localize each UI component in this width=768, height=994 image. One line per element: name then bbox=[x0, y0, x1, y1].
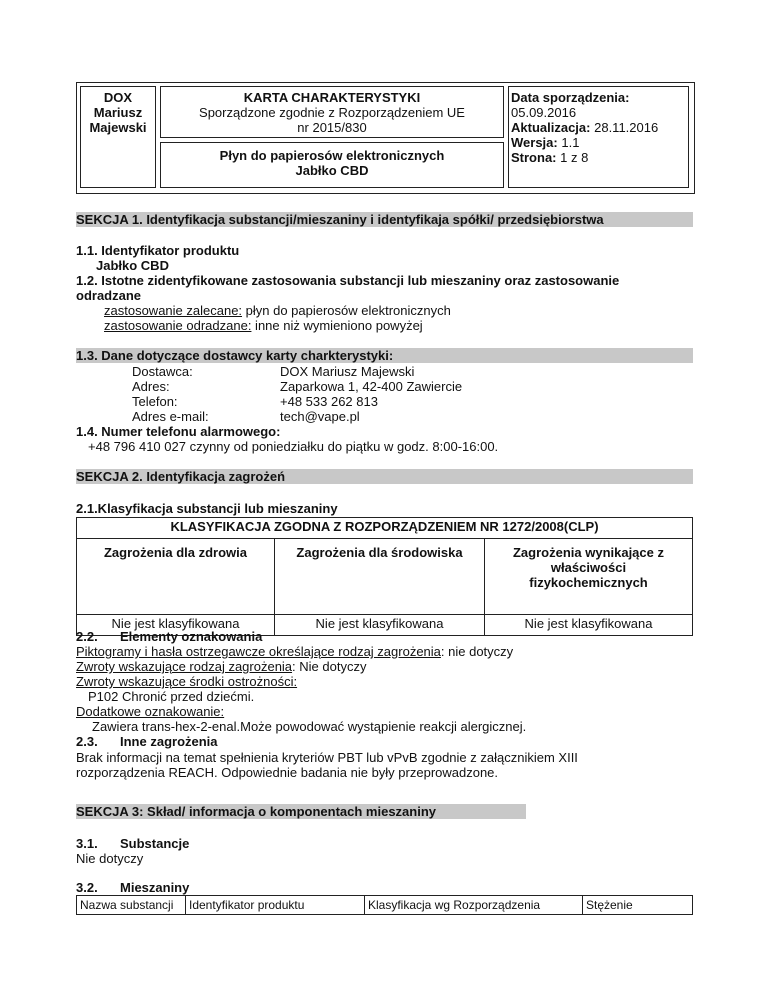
hazard-phrases-line bbox=[76, 659, 366, 674]
supplier-label: Dostawca: bbox=[132, 364, 193, 379]
heading-2-1: 2.1.Klasyfikacja substancji lub mieszaniny bbox=[76, 501, 338, 516]
version-label: Wersja: bbox=[511, 135, 558, 150]
substances-value: Nie dotyczy bbox=[76, 851, 144, 866]
heading-3-1-num: 3.1. bbox=[76, 836, 98, 851]
phone-label: Telefon: bbox=[132, 394, 178, 409]
email-label: Adres e-mail: bbox=[132, 409, 209, 424]
date-value: 05.09.2016 bbox=[511, 105, 577, 120]
doc-subtitle-2: nr 2015/830 bbox=[297, 120, 367, 135]
heading-1-1: 1.1. Identyfikator produktu bbox=[76, 243, 240, 258]
company-line-1: DOX bbox=[103, 90, 133, 105]
section-1-title: SEKCJA 1. Identyfikacja substancji/mieszaniny i identyfikaja spółki/ przedsiębiorstwa bbox=[76, 212, 693, 227]
update-value: 28.11.2016 bbox=[594, 120, 659, 135]
address-value: Zaparkowa 1, 42-400 Zawiercie bbox=[280, 379, 463, 394]
val-health: Nie jest klasyfikowana bbox=[77, 615, 275, 635]
heading-2-3-num: 2.3. bbox=[76, 734, 98, 749]
additional-label: Dodatkowe oznakowanie: bbox=[76, 704, 225, 719]
use-advised-against bbox=[104, 318, 423, 333]
doc-title: KARTA CHARAKTERYSTYKI bbox=[243, 90, 421, 105]
date-label: Data sporządzenia: bbox=[511, 90, 630, 105]
company-line-2: Mariusz bbox=[93, 105, 143, 120]
col-classification: Klasyfikacja wg Rozporządzenia bbox=[365, 896, 583, 914]
classification-table-title: KLASYFIKACJA ZGODNA Z ROZPORZĄDZENIEM NR 1272/2008(CLP) bbox=[77, 518, 692, 539]
heading-1-3: 1.3. Dane dotyczące dostawcy karty charkterystyki: bbox=[76, 348, 693, 363]
email-value: tech@vape.pl bbox=[280, 409, 360, 424]
use-recommended-value: płyn do papierosów elektronicznych bbox=[242, 303, 451, 318]
update-label: Aktualizacja: bbox=[511, 120, 591, 135]
use-advised-value: inne niż wymieniono powyżej bbox=[251, 318, 423, 333]
heading-2-3: Inne zagrożenia bbox=[120, 734, 218, 749]
mixture-table-header bbox=[76, 895, 693, 915]
doc-title-cell bbox=[160, 86, 504, 138]
use-recommended bbox=[104, 303, 451, 318]
precaution-p102: P102 Chronić przed dziećmi. bbox=[88, 689, 255, 704]
heading-1-2-a: 1.2. Istotne zidentyfikowane zastosowania substancji lub mieszaniny oraz zastosowanie bbox=[76, 273, 620, 288]
hazard-phrases-value: : Nie dotyczy bbox=[292, 659, 367, 674]
pictograms-label: Piktogramy i hasła ostrzegawcze określające rodzaj zagrożenia bbox=[76, 644, 441, 659]
section-3-title: SEKCJA 3: Skład/ informacja o komponentach mieszaniny bbox=[76, 804, 526, 819]
page-label: Strona: bbox=[511, 150, 557, 165]
heading-1-4: 1.4. Numer telefonu alarmowego: bbox=[76, 424, 281, 439]
col-concentration: Stężenie bbox=[586, 898, 633, 912]
meta-cell bbox=[508, 86, 689, 188]
precaution-label: Zwroty wskazujące środki ostrożności: bbox=[76, 674, 298, 689]
pictograms-value: : nie dotyczy bbox=[440, 644, 514, 659]
company-cell bbox=[80, 86, 156, 188]
address-label: Adres: bbox=[132, 379, 170, 394]
col-environment: Zagrożenia dla środowiska bbox=[275, 539, 485, 615]
emergency-phone: +48 796 410 027 czynny od poniedziałku do piątku w godz. 8:00-16:00. bbox=[88, 439, 499, 454]
classification-table-header bbox=[77, 539, 692, 615]
product-line-2: Jabłko CBD bbox=[295, 163, 369, 178]
supplier-value: DOX Mariusz Majewski bbox=[280, 364, 415, 379]
col-health: Zagrożenia dla zdrowia bbox=[77, 539, 275, 615]
classification-table bbox=[76, 517, 693, 636]
product-cell bbox=[160, 142, 504, 188]
col-product-identifier: Identyfikator produktu bbox=[186, 896, 365, 914]
pictograms-line bbox=[76, 644, 513, 659]
heading-1-2-b: odradzane bbox=[76, 288, 142, 303]
product-line-1: Płyn do papierosów elektronicznych bbox=[219, 148, 445, 163]
other-hazards-2: rozporządzenia REACH. Odpowiednie badania nie były przeprowadzone. bbox=[76, 765, 499, 780]
heading-3-1: Substancje bbox=[120, 836, 190, 851]
use-recommended-label: zastosowanie zalecane: bbox=[104, 303, 243, 318]
other-hazards-1: Brak informacji na temat spełnienia kryteriów PBT lub vPvB zgodnie z załącznikiem XIII bbox=[76, 750, 578, 765]
version-value: 1.1 bbox=[561, 135, 580, 150]
col-substance-name: Nazwa substancji bbox=[77, 896, 186, 914]
product-identifier: Jabłko CBD bbox=[96, 258, 169, 273]
val-physchem: Nie jest klasyfikowana bbox=[524, 616, 653, 631]
use-advised-label: zastosowanie odradzane: bbox=[104, 318, 252, 333]
heading-3-2-num: 3.2. bbox=[76, 880, 98, 895]
heading-2-2: Elementy oznakowania bbox=[120, 629, 263, 644]
section-2-title: SEKCJA 2. Identyfikacja zagrożeń bbox=[76, 469, 693, 484]
col-physchem-2: właściwości bbox=[550, 560, 627, 575]
additional-line bbox=[76, 704, 224, 719]
additional-text: Zawiera trans-hex-2-enal.Może powodować wystąpienie reakcji alergicznej. bbox=[92, 719, 527, 734]
col-physchem-1: Zagrożenia wynikające z bbox=[512, 545, 664, 560]
phone-value: +48 533 262 813 bbox=[280, 394, 378, 409]
company-line-3: Majewski bbox=[89, 120, 147, 135]
col-physchem-3: fizykochemicznych bbox=[529, 575, 648, 590]
doc-subtitle-1: Sporządzone zgodnie z Rozporządzeniem UE bbox=[199, 105, 465, 120]
precaution-line bbox=[76, 674, 297, 689]
col-physchem bbox=[485, 539, 692, 615]
heading-2-2-num: 2.2. bbox=[76, 629, 98, 644]
page-value: 1 z 8 bbox=[560, 150, 589, 165]
heading-3-2: Mieszaniny bbox=[120, 880, 190, 895]
val-environment: Nie jest klasyfikowana bbox=[275, 615, 485, 635]
hazard-phrases-label: Zwroty wskazujące rodzaj zagrożenia bbox=[76, 659, 293, 674]
